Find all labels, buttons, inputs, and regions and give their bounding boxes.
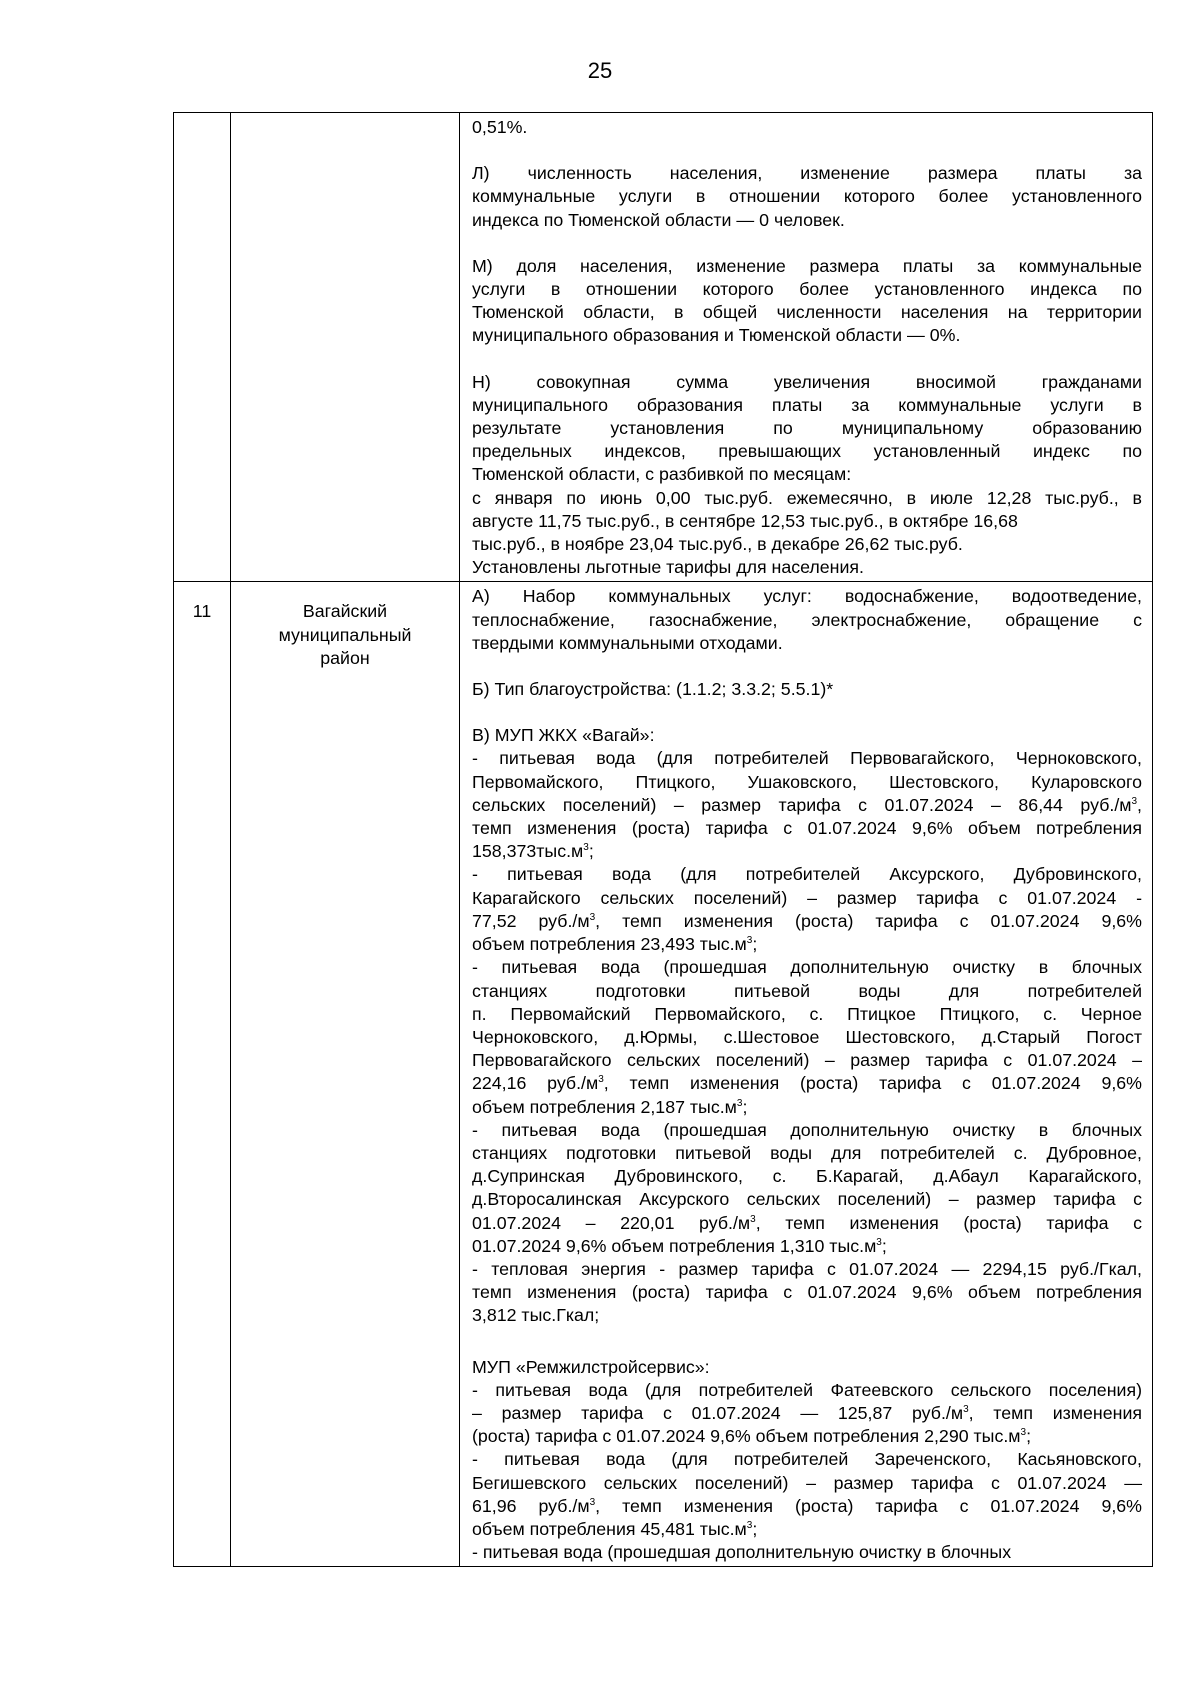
text-line: услуги в отношении которого более установленного индекса по — [472, 279, 1142, 300]
text-line: (роста) тарифа с 01.07.2024 9,6% объем потребления 2,290 $тыс.м^3$; — [472, 1426, 1032, 1447]
text-line: индекса по Тюменской области — 0 человек. — [472, 209, 845, 230]
text-line: твердыми коммунальными отходами. — [472, 632, 783, 653]
text-line: муниципального образования и Тюменской области — 0%. — [472, 325, 961, 346]
text-line: - питьевая вода (для потребителей Фатеевского сельского поселения) — [472, 1379, 1142, 1400]
text-line: д.Супринская Дубровинского, с. Б.Карагай, д.Абаул Карагайского, — [472, 1166, 1142, 1187]
text-line: объем потребления 45,481 $тыс.м^3$; — [472, 1518, 758, 1539]
content-cell — [460, 582, 1153, 1567]
text-line: муниципального образования платы за коммунальные услуги в — [472, 394, 1142, 415]
text-line: темп изменения (роста) тарифа с 01.07.2024 9,6% объем потребления — [472, 818, 1142, 839]
text-line: Первовагайского сельских поселений) – размер тарифа с 01.07.2024 – — [472, 1050, 1142, 1071]
text-line: п. Первомайский Первомайского, с. Птицкое Птицкого, с. Черное — [472, 1003, 1142, 1024]
para-a — [472, 585, 1142, 655]
text-line: сельских поселений) – размер тарифа с 01.07.2024 – 86,44 $руб./м^3$, — [472, 794, 1142, 815]
text-line: 224,16 $руб./м^3$, темп изменения (роста) тарифа с 01.07.2024 9,6% — [472, 1073, 1142, 1094]
text-line: с января по июнь 0,00 тыс.руб. ежемесячно, в июле 12,28 тыс.руб., в — [472, 487, 1142, 508]
text-line: предельных индексов, превышающих установленный индекс по — [472, 441, 1142, 462]
text-line: - питьевая вода (для потребителей Аксурского, Дубровинского, — [472, 864, 1142, 885]
para-b — [472, 678, 1142, 701]
table-row — [174, 113, 1153, 582]
district-name — [231, 600, 459, 670]
text-line: результате установления по муниципальному образованию — [472, 418, 1142, 439]
text-line: Тюменской области, в общей численности населения на территории — [472, 302, 1142, 323]
row-number-cell — [174, 113, 231, 582]
district-line: район — [320, 647, 370, 668]
tariff-table — [173, 112, 1153, 1567]
text-line: д.Второсалинская Аксурского сельских поселений) – размер тарифа с — [472, 1189, 1142, 1210]
text-line: теплоснабжение, газоснабжение, электроснабжение, обращение с — [472, 609, 1142, 630]
para-l — [472, 162, 1142, 232]
text-line: 01.07.2024 – 220,01 $руб./м^3$, темп изменения (роста) тарифа с — [472, 1212, 1142, 1233]
page-number: 25 — [587, 58, 613, 83]
text-line: Бегишевского сельских поселений) – размер тарифа с 01.07.2024 — — [472, 1472, 1142, 1493]
para-v-title: В) МУП ЖКХ «Вагай»: — [472, 725, 655, 746]
text-line: темп изменения (роста) тарифа с 01.07.2024 9,6% объем потребления — [472, 1282, 1142, 1303]
text-line: - тепловая энергия - размер тарифа с 01.07.2024 — 2294,15 руб./Гкал, — [472, 1258, 1142, 1279]
text-line: 0,51%. — [472, 117, 528, 137]
text-line: – размер тарифа с 01.07.2024 — 125,87 $руб./м^3$, темп изменения — [472, 1402, 1143, 1423]
text-line: Б) Тип благоустройства: (1.1.2; 3.3.2; 5.5.1)* — [472, 679, 834, 700]
para-m — [472, 255, 1142, 348]
para-a-continued — [472, 116, 1142, 139]
row-number-cell: 11 — [174, 582, 231, 1567]
table-row — [174, 582, 1153, 1567]
text-line: Карагайского сельских поселений) – размер тарифа с 01.07.2024 - — [472, 887, 1142, 908]
text-line: станциях подготовки питьевой воды для потребителей с. Дубровное, — [472, 1142, 1142, 1163]
district-cell — [231, 582, 460, 1567]
text-line: - питьевая вода (прошедшая дополнительную очистку в блочных — [472, 1119, 1142, 1140]
text-line: 77,52 $руб./м^3$, темп изменения (роста) тарифа с 01.07.2024 9,6% — [472, 910, 1142, 931]
text-line: - питьевая вода (для потребителей Первовагайского, Черноковского, — [472, 748, 1142, 769]
text-line: Тюменской области, с разбивкой по месяцам: — [472, 464, 852, 485]
district-line: Вагайский — [302, 601, 388, 622]
text-line: объем потребления 23,493 $тыс.м^3$; — [472, 934, 758, 955]
text-line: Установлены льготные тарифы для населения. — [472, 557, 864, 578]
text-line: - питьевая вода (прошедшая дополнительную очистку в блочных — [472, 957, 1142, 978]
text-line: М) доля населения, изменение размера платы за коммунальные — [472, 255, 1142, 276]
text-line: станциях подготовки питьевой воды для потребителей — [472, 980, 1142, 1001]
district-cell — [231, 113, 460, 582]
content-cell — [460, 113, 1153, 582]
para-rem — [472, 1379, 1142, 1565]
text-line: Н) совокупная сумма увеличения вносимой гражданами — [472, 371, 1142, 392]
text-line: $158,373тыс.м^3$; — [472, 841, 594, 862]
text-line: объем потребления 2,187 $тыс.м^3$; — [472, 1096, 748, 1117]
para-rem-title: МУП «Ремжилстройсервис»: — [472, 1356, 710, 1377]
text-line: августе 11,75 тыс.руб., в сентябре 12,53 тыс.руб., в октябре 16,68 — [472, 510, 1018, 531]
text-line: 3,812 тыс.Гкал; — [472, 1305, 600, 1326]
para-v — [472, 747, 1142, 1327]
district-line: муниципальный — [278, 624, 412, 645]
text-line: 01.07.2024 9,6% объем потребления 1,310 $тыс.м^3$; — [472, 1235, 887, 1256]
text-line: - питьевая вода (для потребителей Зареченского, Касьяновского, — [472, 1449, 1142, 1470]
para-n — [472, 371, 1142, 580]
text-line: Первомайского, Птицкого, Ушаковского, Шестовского, Куларовского — [472, 771, 1142, 792]
text-line: Л) численность населения, изменение размера платы за — [472, 163, 1142, 184]
text-line: Черноковского, д.Юрмы, с.Шестовое Шестовского, д.Старый Погост — [472, 1026, 1142, 1047]
text-line: - питьевая вода (прошедшая дополнительную очистку в блочных — [472, 1542, 1012, 1563]
text-line: тыс.руб., в ноябре 23,04 тыс.руб., в декабре 26,62 тыс.руб. — [472, 534, 963, 555]
text-line: А) Набор коммунальных услуг: водоснабжение, водоотведение, — [472, 586, 1142, 607]
text-line: 61,96 $руб./м^3$, темп изменения (роста) тарифа с 01.07.2024 9,6% — [472, 1495, 1142, 1516]
text-line: коммунальные услуги в отношении которого более установленного — [472, 186, 1142, 207]
